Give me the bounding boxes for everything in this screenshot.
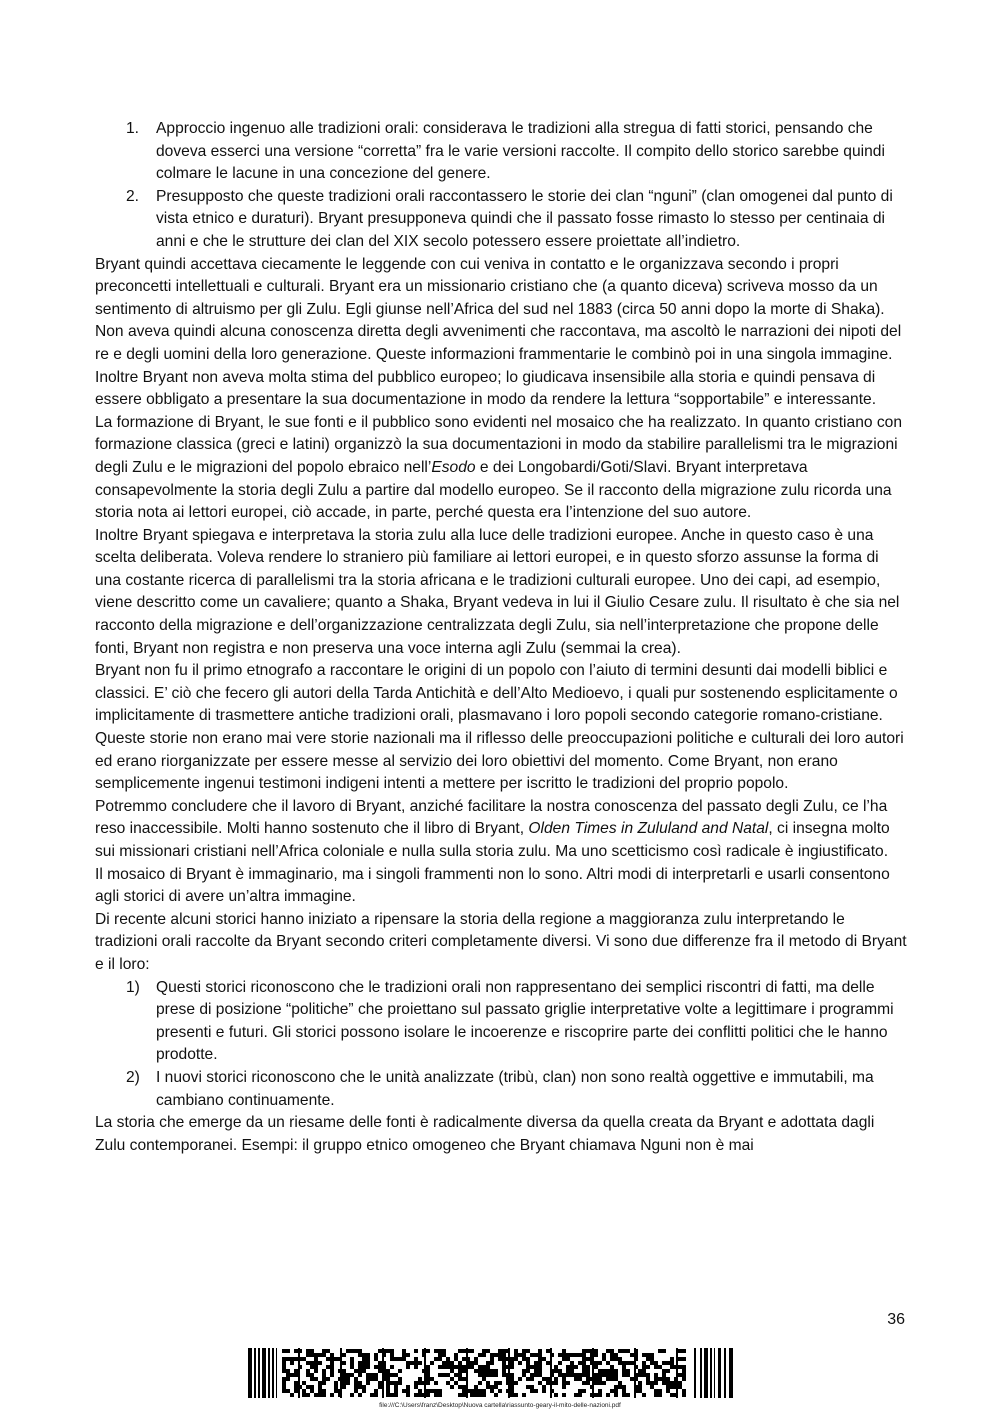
barcode-icon xyxy=(248,1348,734,1398)
list-item-text: Questi storici riconoscono che le tradizioni orali non rappresentano dei semplici riscontri di fatti, ma delle prese di posizione “politiche” che proiettano sul passato griglie interpretative volte a legittimare i programmi presenti e futuri. Gli storici possono isolare le incoerenze e riscoprire parte dei conflitti politici che le hanno prodotte. xyxy=(156,978,894,1064)
italic-book-title: Olden Times in Zululand and Natal xyxy=(528,820,769,838)
paragraph-1: Bryant quindi accettava ciecamente le leggende con cui veniva in contatto e le organizzava secondo i propri preconcetti intellettuali e culturali. Bryant era un missionario cristiano che (a quanto diceva) scriveva mosso da un sentimento di altruismo per gli Zulu. Egli giunse nell’Africa del sud nel 1883 (circa 50 anni dopo la morte di Shaka). Non aveva quindi alcuna conoscenza diretta degli avvenimenti che raccontava, ma ascoltò le narrazioni dei nipoti del re e degli uomini della loro generazione. Queste informazioni frammentarie le combinò poi in una singola immagine. Inoltre Bryant non aveva molta stima del pubblico europeo; lo giudicava insensibile alla storia e quindi pensava di essere obbligato a presentare la sua documentazione in modo da rendere la lettura “sopportabile” e interessante. xyxy=(95,255,902,409)
list-item xyxy=(95,1067,907,1112)
paragraph-3: Inoltre Bryant spiegava e interpretava la storia zulu alla luce delle tradizioni europee. Anche in questo caso è una scelta deliberata. Voleva rendere lo straniero più familiare ai lettori europei, e in questo sforzo assunse la forma di una costante ricerca di parallelismi tra la storia africana e le tradizioni culturali europee. Uno dei capi, ad esempio, viene descritto come un cavaliere; quanto a Shaka, Bryant vedeva in lui il Giulio Cesare zulu. Il risultato è che sia nel racconto della migrazione e dell’organizzazione centralizzata degli Zulu, sia nell’interpretazione che propone delle fonti, Bryant non registra e non preserva una voce interna agli Zulu (semmai la crea). xyxy=(95,526,900,657)
numbered-list-1 xyxy=(95,118,907,254)
list-item xyxy=(95,977,907,1067)
paragraph-2: La formazione di Bryant, le sue fonti e il pubblico sono evidenti nel mosaico che ha realizzato. In quanto cristiano con formazione classica (greci e latini) organizzò la sua documentazioni in modo da stabilire parallelismi tra le migrazioni degli Zulu e le migrazioni del popolo ebraico nell’Esodo e dei Longobardi/Goti/Slavi. Bryant interpretava consapevolmente la storia degli Zulu a partire dal modello europeo. Se il racconto della migrazione zulu ricorda una storia nota ai lettori europei, ciò accade, in parte, perché questa era l’intenzione del suo autore. xyxy=(95,413,903,522)
list-item xyxy=(95,118,907,186)
list-number: 2. xyxy=(126,187,140,205)
paragraph-5: Potremmo concludere che il lavoro di Bryant, anziché facilitare la nostra conoscenza del passato degli Zulu, ce l’ha reso inaccessibile. Molti hanno sostenuto che il libro di Bryant, Olden Times in Zululand and Natal, ci insegna molto sui missionari cristiani nell’Africa coloniale e nulla sulla storia zulu. Ma uno scetticismo così radicale è ingiustificato. xyxy=(95,797,890,860)
paragraph-8: La storia che emerge da un riesame delle fonti è radicalmente diversa da quella creata da Bryant e adottata dagli Zulu contemporanei. Esempi: il gruppo etnico omogeneo che Bryant chiamava Nguni non è mai xyxy=(95,1114,875,1154)
list-item-text: Presupposto che queste tradizioni orali raccontassero le storie dei clan “nguni” (clan omogenei dal punto di vista etnico e duraturi). Bryant presupponeva quindi che il passato fosse rimasto lo stesso per centinaia di anni e che le strutture dei clan del XIX secolo potessero essere proiettate all’indietro. xyxy=(156,187,893,250)
numbered-list-2 xyxy=(95,977,907,1113)
paragraph-4: Bryant non fu il primo etnografo a raccontare le origini di un popolo con l’aiuto di termini desunti dai modelli biblici e classici. E’ ciò che fecero gli autori della Tarda Antichità e dell’Alto Medioevo, i quali pur sostenendo esplicitamente o implicitamente di trasmettere antiche tradizioni orali, plasmavano i loro popoli secondo categorie romano-cristiane. Queste storie non erano mai vere storie nazionali ma il riflesso delle preoccupazioni politiche e culturali dei loro autori ed erano riorganizzate per essere messe al servizio dei loro obiettivi del momento. Come Bryant, non erano semplicemente ingenui testimoni indigeni intenti a mettere per iscritto le tradizioni del proprio popolo. xyxy=(95,662,904,793)
list-item xyxy=(95,186,907,254)
document-body xyxy=(95,118,907,1157)
paragraph-7: Di recente alcuni storici hanno iniziato a ripensare la storia della regione a maggioranza zulu interpretando le tradizioni orali raccolte da Bryant secondo criteri completamente diversi. Vi sono due differenze fra il metodo di Bryant e il loro: xyxy=(95,910,907,973)
list-number: 2) xyxy=(126,1068,140,1086)
list-number: 1) xyxy=(126,978,140,996)
file-path-footer: file:///C:\Users\franz\Desktop\Nuova cartella\riassunto-geary-il-mito-delle-nazioni.pdf xyxy=(379,1402,621,1409)
italic-title-esodo: Esodo xyxy=(431,458,476,476)
list-item-text: I nuovi storici riconoscono che le unità analizzate (tribù, clan) non sono realtà oggettive e immutabili, ma cambiano continuamente. xyxy=(156,1068,874,1109)
list-number: 1. xyxy=(126,120,140,137)
list-item-text: Approccio ingenuo alle tradizioni orali: considerava le tradizioni alla stregua di fatti storici, pensando che doveva esserci una versione “corretta” fra le varie versioni raccolte. Il compito dello storico sarebbe quindi colmare le lacune in una concezione del genere. xyxy=(156,120,885,183)
page-number: 36 xyxy=(887,1311,905,1328)
paragraph-6: Il mosaico di Bryant è immaginario, ma i singoli frammenti non lo sono. Altri modi di interpretarli e usarli consentono agli storici di avere un’altra immagine. xyxy=(95,865,890,906)
